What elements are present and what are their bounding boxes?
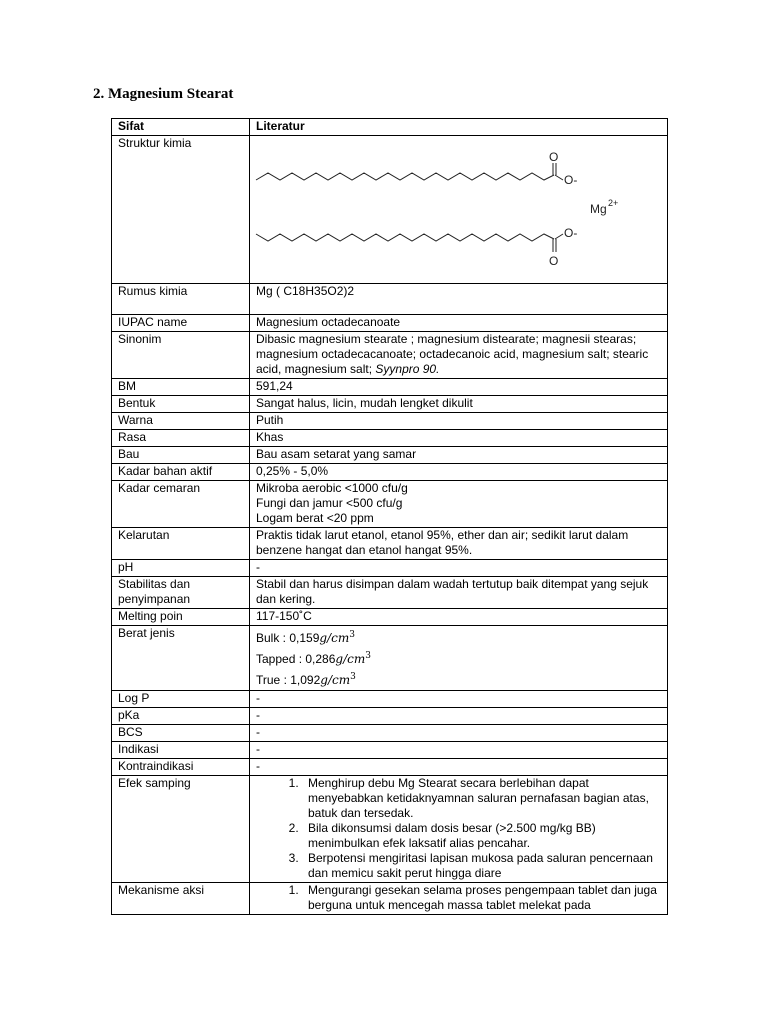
label-bcs: BCS bbox=[112, 725, 250, 742]
row-logp bbox=[112, 691, 668, 708]
unit bbox=[319, 631, 355, 645]
row-kadar-cemaran bbox=[112, 481, 668, 528]
tapped-value: Tapped : 0,286 bbox=[256, 652, 336, 666]
label-kontraindikasi: Kontraindikasi bbox=[112, 759, 250, 776]
value-berat-jenis bbox=[250, 626, 668, 691]
row-kontraindikasi bbox=[112, 759, 668, 776]
value-warna: Putih bbox=[250, 413, 668, 430]
label-bau: Bau bbox=[112, 447, 250, 464]
row-pka bbox=[112, 708, 668, 725]
row-mekanisme bbox=[112, 883, 668, 915]
berat-tapped bbox=[256, 647, 662, 668]
value-bcs: - bbox=[250, 725, 668, 742]
row-sinonim bbox=[112, 332, 668, 379]
row-stabilitas bbox=[112, 577, 668, 609]
unit-text: g/cm bbox=[335, 652, 366, 666]
label-bentuk: Bentuk bbox=[112, 396, 250, 413]
value-ph: - bbox=[250, 560, 668, 577]
berat-true bbox=[256, 668, 662, 689]
label-rasa: Rasa bbox=[112, 430, 250, 447]
row-iupac bbox=[112, 315, 668, 332]
top-chain bbox=[256, 173, 554, 180]
section-heading: 2. Magnesium Stearat bbox=[93, 86, 234, 102]
label-kadar-cemaran: Kadar cemaran bbox=[112, 481, 250, 528]
table-header-row bbox=[112, 119, 668, 136]
bottom-anion-o: O- bbox=[564, 226, 578, 240]
row-warna bbox=[112, 413, 668, 430]
label-struktur: Struktur kimia bbox=[112, 136, 250, 284]
label-kadar-aktif: Kadar bahan aktif bbox=[112, 464, 250, 481]
row-bm bbox=[112, 379, 668, 396]
cemaran-line: Logam berat <20 ppm bbox=[256, 511, 374, 525]
value-bm: 591,24 bbox=[250, 379, 668, 396]
value-rasa: Khas bbox=[250, 430, 668, 447]
label-mekanisme: Mekanisme aksi bbox=[112, 883, 250, 915]
cemaran-line: Fungi dan jamur <500 cfu/g bbox=[256, 496, 403, 510]
row-rasa bbox=[112, 430, 668, 447]
value-pka: - bbox=[250, 708, 668, 725]
label-efek: Efek samping bbox=[112, 776, 250, 883]
top-anion-o: O- bbox=[564, 173, 578, 187]
magnesium-label: Mg bbox=[590, 202, 607, 216]
unit-exp: 3 bbox=[349, 630, 355, 640]
label-pka: pKa bbox=[112, 708, 250, 725]
label-rumus: Rumus kimia bbox=[112, 284, 250, 315]
value-logp: - bbox=[250, 691, 668, 708]
unit bbox=[320, 673, 356, 687]
label-kelarutan: Kelarutan bbox=[112, 528, 250, 560]
row-kelarutan bbox=[112, 528, 668, 560]
value-rumus: Mg ( C18H35O2)2 bbox=[250, 284, 668, 315]
list-item: 1. Menghirup debu Mg Stearat secara berlebihan dapat menyebabkan ketidaknyamnan saluran pernafasan bagian atas, batuk dan tersedak. bbox=[302, 776, 662, 821]
row-ph bbox=[112, 560, 668, 577]
value-efek bbox=[250, 776, 668, 883]
row-kadar-aktif bbox=[112, 464, 668, 481]
label-melting: Melting poin bbox=[112, 609, 250, 626]
properties-table bbox=[111, 118, 668, 915]
true-value: True : 1,092 bbox=[256, 673, 321, 687]
value-melting: 117-150˚C bbox=[250, 609, 668, 626]
chemical-structure-diagram bbox=[250, 136, 662, 282]
value-bentuk: Sangat halus, licin, mudah lengket dikulit bbox=[250, 396, 668, 413]
label-bm: BM bbox=[112, 379, 250, 396]
value-indikasi: - bbox=[250, 742, 668, 759]
row-efek bbox=[112, 776, 668, 883]
label-sinonim: Sinonim bbox=[112, 332, 250, 379]
row-melting bbox=[112, 609, 668, 626]
efek-list bbox=[256, 776, 662, 881]
value-kelarutan: Praktis tidak larut etanol, etanol 95%, ether dan air; sedikit larut dalam benzene hangat dan etanol hangat 95%. bbox=[250, 528, 668, 560]
unit-text: g/cm bbox=[320, 673, 351, 687]
mekanisme-list bbox=[256, 883, 662, 913]
value-sinonim bbox=[250, 332, 668, 379]
list-item: 3. Berpotensi mengiritasi lapisan mukosa pada saluran pencernaan dan memicu sakit perut hingga diare bbox=[302, 851, 662, 881]
unit bbox=[335, 652, 371, 666]
row-bau bbox=[112, 447, 668, 464]
row-berat-jenis bbox=[112, 626, 668, 691]
row-rumus bbox=[112, 284, 668, 315]
value-kadar-aktif: 0,25% - 5,0% bbox=[250, 464, 668, 481]
list-item: 2. Bila dikonsumsi dalam dosis besar (>2.500 mg/kg BB) menimbulkan efek laksatif alias pencahar. bbox=[302, 821, 662, 851]
value-mekanisme bbox=[250, 883, 668, 915]
row-bentuk bbox=[112, 396, 668, 413]
top-carbonyl-o: O bbox=[549, 150, 559, 164]
value-stabilitas: Stabil dan harus disimpan dalam wadah tertutup baik ditempat yang sejuk dan kering. bbox=[250, 577, 668, 609]
label-logp: Log P bbox=[112, 691, 250, 708]
value-iupac: Magnesium octadecanoate bbox=[250, 315, 668, 332]
unit-exp: 3 bbox=[365, 651, 371, 661]
bottom-chain bbox=[256, 234, 554, 241]
header-literatur: Literatur bbox=[250, 119, 668, 136]
value-kontraindikasi: - bbox=[250, 759, 668, 776]
label-stabilitas: Stabilitas dan penyimpanan bbox=[112, 577, 250, 609]
bulk-value: Bulk : 0,159 bbox=[256, 631, 320, 645]
row-indikasi bbox=[112, 742, 668, 759]
unit-text: g/cm bbox=[319, 631, 350, 645]
berat-bulk bbox=[256, 626, 662, 647]
sinonim-italic: Syynpro 90. bbox=[375, 362, 440, 376]
value-bau: Bau asam setarat yang samar bbox=[250, 447, 668, 464]
label-berat-jenis: Berat jenis bbox=[112, 626, 250, 691]
value-kadar-cemaran bbox=[250, 481, 668, 528]
label-indikasi: Indikasi bbox=[112, 742, 250, 759]
row-struktur bbox=[112, 136, 668, 284]
magnesium-charge: 2+ bbox=[608, 198, 619, 208]
label-warna: Warna bbox=[112, 413, 250, 430]
structure-cell bbox=[250, 136, 668, 284]
cemaran-line: Mikroba aerobic <1000 cfu/g bbox=[256, 481, 408, 495]
list-item: 1. Mengurangi gesekan selama proses pengempaan tablet dan juga berguna untuk mencegah massa tablet melekat pada bbox=[302, 883, 662, 913]
header-sifat: Sifat bbox=[112, 119, 250, 136]
label-iupac: IUPAC name bbox=[112, 315, 250, 332]
bottom-carbonyl-o: O bbox=[549, 254, 559, 268]
unit-exp: 3 bbox=[350, 672, 356, 682]
sinonim-text: Dibasic magnesium stearate ; magnesium distearate; magnesii stearas; magnesium octadecacanoate; octadecanoic acid, magnesium salt; stearic acid, magnesium salt; bbox=[256, 332, 649, 376]
row-bcs bbox=[112, 725, 668, 742]
label-ph: pH bbox=[112, 560, 250, 577]
